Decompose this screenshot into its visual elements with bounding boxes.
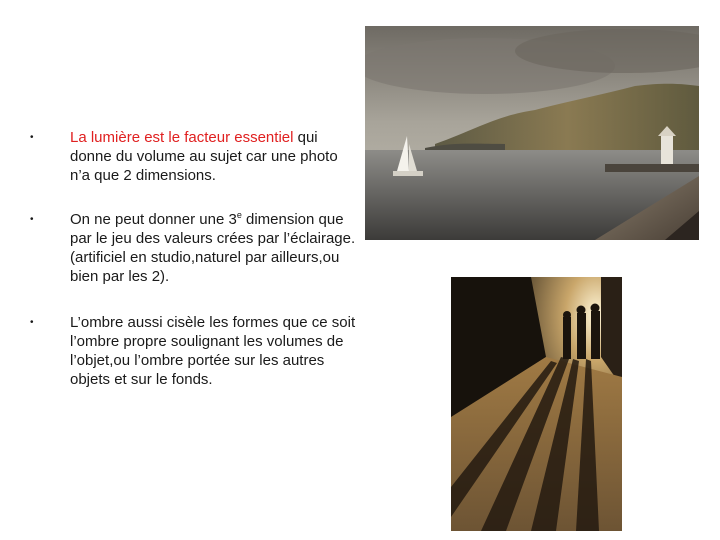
bullet-text: qui donne du volume au sujet car une photo n’a que 2 dimensions. <box>70 129 338 184</box>
bullet-list <box>30 128 360 389</box>
bullet-marker: • <box>30 132 34 143</box>
bullet-text-after: dimension que par le jeu des valeurs crées par l’éclairage.(artificiel en studio,naturel par ailleurs,ou bien par les 2). <box>70 211 356 285</box>
bullet-marker: • <box>30 317 34 328</box>
highlighted-phrase: La lumière est le facteur essentiel <box>70 129 294 146</box>
bullet-text-before: On ne peut donner une 3 <box>70 211 237 228</box>
bullet-item-light <box>30 128 360 185</box>
bullet-item-third-dimension <box>30 210 360 286</box>
alley-shadows-photo <box>451 277 622 531</box>
bullet-text: L’ombre aussi cisèle les formes que ce soit l’ombre propre soulignant les volumes de l’objet,ou l’ombre portée sur les autres objets et sur le fonds. <box>70 314 356 388</box>
bullet-marker: • <box>30 214 34 225</box>
bullet-item-shadow <box>30 313 360 389</box>
superscript: e <box>236 210 242 220</box>
lake-pier-photo <box>365 26 699 240</box>
